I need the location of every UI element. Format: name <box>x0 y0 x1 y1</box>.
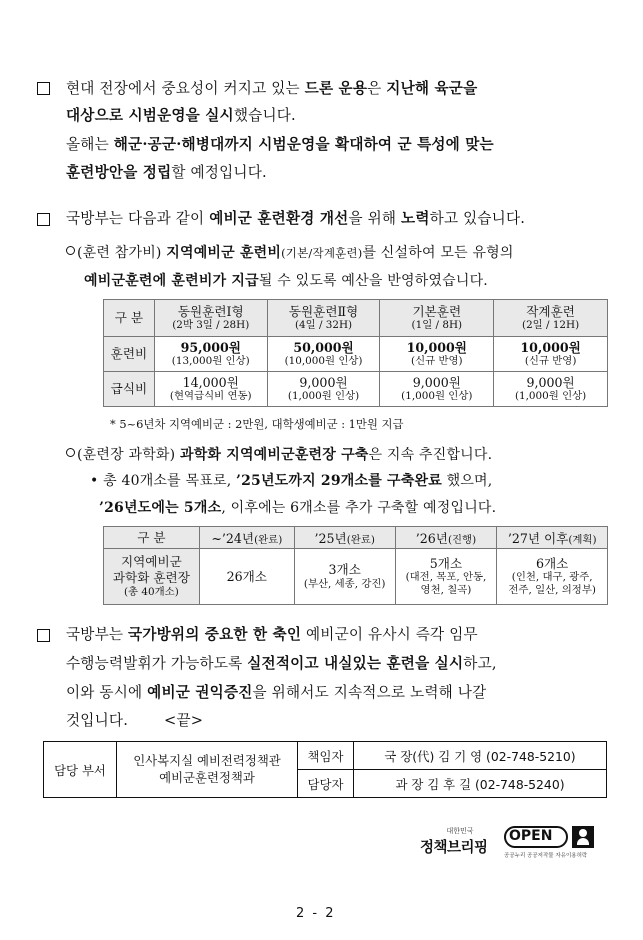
table-row <box>104 372 608 407</box>
dept-label: 담당 부서 <box>44 742 117 798</box>
role-label: 담당자 <box>298 770 354 798</box>
circle-bullet-icon <box>66 448 75 457</box>
table-cell: 3개소 (부산, 세종, 강진) <box>294 549 395 605</box>
table2-header-col: ’25년(완료) <box>294 527 395 549</box>
table1-header-mob2: 동원훈련Ⅱ형 (4일 / 32H) <box>267 300 380 337</box>
table2-row-label: 지역예비군 과학화 훈련장 (총 40개소) <box>104 549 200 605</box>
kogl-open-logo: OPEN 공공누리 공공저작물 자유이용허락 <box>504 826 608 860</box>
table-cell: 50,000원 (10,000원 인상) <box>267 337 380 372</box>
table-cell: 14,000원 (현역급식비 연동) <box>154 372 267 407</box>
checkbox-bullet-3 <box>37 629 50 642</box>
table2-header-col: ’26년(진행) <box>395 527 497 549</box>
section1-line4: 훈련방안을 정립할 예정입니다. <box>66 164 267 181</box>
table-cell: 5개소 (대전, 목포, 안동, 영천, 칠곡) <box>395 549 497 605</box>
table-cell: 9,000원 (1,000원 인상) <box>267 372 380 407</box>
role-label: 책임자 <box>298 742 354 770</box>
table2-header-category: 구 분 <box>104 527 200 549</box>
end-mark: <끝> <box>164 712 204 729</box>
circle-bullet-icon <box>66 246 75 255</box>
person-icon <box>572 826 594 848</box>
table1-header-category: 구 분 <box>104 300 155 337</box>
table1-header-opplan: 작계훈련 (2일 / 12H) <box>494 300 608 337</box>
section3-line2: 수행능력발휘가 가능하도록 실전적이고 내실있는 훈련을 실시하고, <box>66 655 497 672</box>
section1-line1: 현대 전장에서 중요성이 커지고 있는 드론 운용은 지난해 육군을 <box>66 80 478 97</box>
training-site-table <box>103 526 608 605</box>
table2-header-col: ’27년 이후(계획) <box>497 527 608 549</box>
checkbox-bullet-2 <box>37 213 50 226</box>
table1-row-label: 훈련비 <box>104 337 155 372</box>
table1-row-label: 급식비 <box>104 372 155 407</box>
subitem2-line3: ’26년도에는 5개소, 이후에는 6개소를 추가 구축할 예정입니다. <box>99 500 497 516</box>
section1-line3: 올해는 해군·공군·해병대까지 시범운영을 확대하여 군 특성에 맞는 <box>66 136 494 153</box>
policy-briefing-logo: 대한민국 정책브리핑 <box>420 827 488 856</box>
table-cell: 9,000원 (1,000원 인상) <box>494 372 608 407</box>
page-number: 2 - 2 <box>296 906 336 921</box>
section3-line1: 국방부는 국가방위의 중요한 한 축인 예비군이 유사시 즉각 임무 <box>66 626 478 643</box>
section2-intro: 국방부는 다음과 같이 예비군 훈련환경 개선을 위해 노력하고 있습니다. <box>66 210 526 227</box>
subitem2-line1: (훈련장 과학화) 과학화 지역예비군훈련장 구축은 지속 추진합니다. <box>66 444 492 464</box>
table-row <box>104 337 608 372</box>
table1-footnote: * 5~6년차 지역예비군 : 2만원, 대학생예비군 : 1만원 지급 <box>110 417 404 431</box>
table-cell: 9,000원 (1,000원 인상) <box>380 372 494 407</box>
contact-table <box>43 741 607 798</box>
section3-line3: 이와 동시에 예비군 권익증진을 위해서도 지속적으로 노력해 나갈 <box>66 684 487 701</box>
table-cell: 10,000원 (신규 반영) <box>494 337 608 372</box>
table-row <box>104 549 608 605</box>
table1-header-mob1: 동원훈련Ⅰ형 (2박 3일 / 28H) <box>154 300 267 337</box>
subitem1-line2: 예비군훈련에 훈련비가 지급될 수 있도록 예산을 반영하였습니다. <box>84 273 488 289</box>
table-cell: 10,000원 (신규 반영) <box>380 337 494 372</box>
contact-person: 국 장(代) 김 기 영 (02-748-5210) <box>354 742 607 770</box>
subitem1-line1: (훈련 참가비) 지역예비군 훈련비(기본/작계훈련)를 신설하여 모든 유형의 <box>66 242 514 262</box>
training-cost-table <box>103 299 608 407</box>
contact-person: 과 장 김 후 길 (02-748-5240) <box>354 770 607 798</box>
table-cell: 6개소 (인천, 대구, 광주, 전주, 일산, 의정부) <box>497 549 608 605</box>
dot-bullet-icon: • <box>90 473 104 489</box>
table1-header-basic: 기본훈련 (1일 / 8H) <box>380 300 494 337</box>
section3-line4: 것입니다. <끝> <box>66 712 204 729</box>
dept-name: 인사복지실 예비전력정책관 예비군훈련정책과 <box>117 742 298 798</box>
checkbox-bullet-1 <box>37 82 50 95</box>
table2-header-col: ~’24년(완료) <box>199 527 294 549</box>
table-cell: 26개소 <box>199 549 294 605</box>
table-cell: 95,000원 (13,000원 인상) <box>154 337 267 372</box>
subitem2-line2: • 총 40개소를 목표로, ’25년도까지 29개소를 구축완료 했으며, <box>90 473 493 489</box>
section1-line2: 대상으로 시범운영을 실시했습니다. <box>66 107 296 124</box>
